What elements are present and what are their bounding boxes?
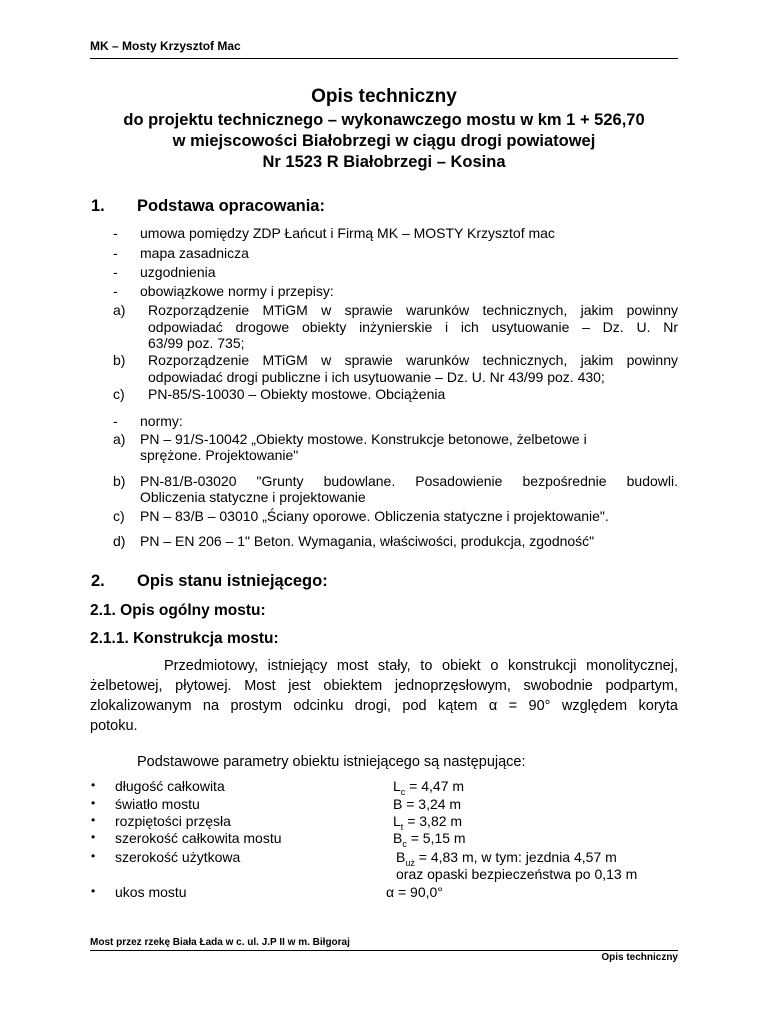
subsection-2-1-1-heading: 2.1.1. Konstrukcja mostu: xyxy=(90,630,279,647)
bullet-marker: • xyxy=(91,884,96,898)
document-title: Opis techniczny xyxy=(311,86,457,107)
paragraph-line: potoku. xyxy=(90,718,138,734)
norm-line: PN – 91/S-10042 „Obiekty mostowe. Konstrukcje betonowe, żelbetowe i xyxy=(140,431,587,447)
dash-marker: - xyxy=(113,245,118,261)
param-value: $L_c = 4,47$ m xyxy=(393,778,465,797)
list-letter: b) xyxy=(113,473,126,489)
dash-marker: - xyxy=(113,225,118,241)
list-item: obowiązkowe normy i przepisy: xyxy=(140,283,334,299)
norm-line: Obliczenia statyczne i projektowanie xyxy=(140,489,366,505)
page-header: MK – Mosty Krzysztof Mac xyxy=(90,39,241,53)
section-title: Podstawa opracowania: xyxy=(137,197,325,215)
section-1-heading xyxy=(91,197,325,216)
param-label: szerokość całkowita mostu xyxy=(115,830,282,846)
param-value: $B_c = 5,15$ m xyxy=(393,830,466,849)
param-value: $B_{uż} = 4,83$ m, w tym: jezdnia 4,57 m xyxy=(396,849,617,868)
dash-marker: - xyxy=(113,283,118,299)
param-value: α = 90,0° xyxy=(386,884,443,900)
footer-divider xyxy=(90,950,678,951)
section-number: 2. xyxy=(91,572,105,590)
bullet-marker: • xyxy=(91,796,96,810)
regulation-line: odpowiadać drogi publiczne i ich usytuowanie – Dz. U. Nr 43/99 poz. 430; xyxy=(148,369,605,385)
list-item: uzgodnienia xyxy=(140,264,216,280)
paragraph-line: zlokalizowanym na prostym odcinku drogi, pod kątem α = 90° względem koryta xyxy=(90,698,678,714)
regulation-line: PN-85/S-10030 – Obiekty mostowe. Obciążenia xyxy=(148,386,446,402)
subsection-2-1-heading: 2.1. Opis ogólny mostu: xyxy=(90,602,266,619)
bullet-marker: • xyxy=(91,830,96,844)
list-item: mapa zasadnicza xyxy=(140,245,249,261)
norm-line: PN-81/B-03020 "Grunty budowlane. Posadowienie bezpośrednie budowli. xyxy=(140,473,678,489)
bullet-marker: • xyxy=(91,778,96,792)
section-number: 1. xyxy=(91,197,105,215)
list-letter: b) xyxy=(113,352,126,368)
param-label: światło mostu xyxy=(115,796,200,812)
list-letter: c) xyxy=(113,386,125,402)
dash-marker: - xyxy=(113,413,118,429)
list-letter: c) xyxy=(113,508,125,524)
regulation-line: Rozporządzenie MTiGM w sprawie warunków technicznych, jakim powinny xyxy=(148,352,678,368)
norm-line: sprężone. Projektowanie" xyxy=(140,447,299,463)
document-subtitle-2: w miejscowości Białobrzegi w ciągu drogi powiatowej xyxy=(172,132,596,150)
list-letter: a) xyxy=(113,431,126,447)
param-label: ukos mostu xyxy=(115,884,187,900)
param-value: B = 3,24 m xyxy=(393,796,462,812)
section-title: Opis stanu istniejącego: xyxy=(137,572,328,590)
param-label: rozpiętości przęsła xyxy=(115,813,231,829)
list-item: umowa pomiędzy ZDP Łańcut i Firmą MK – MOSTY Krzysztof mac xyxy=(140,225,555,241)
norm-line: PN – 83/B – 03010 „Ściany oporowe. Obliczenia statyczne i projektowanie". xyxy=(140,508,609,524)
paragraph-line: żelbetowej, płytowej. Most jest obiektem jednoprzęsłowym, swobodnie podpartym, xyxy=(90,678,678,694)
param-value-continued: oraz opaski bezpieczeństwa po 0,13 m xyxy=(396,866,638,882)
regulation-line: Rozporządzenie MTiGM w sprawie warunków technicznych, jakim powinny xyxy=(148,302,678,318)
document-subtitle-3: Nr 1523 R Białobrzegi – Kosina xyxy=(262,153,506,171)
paragraph-line: Przedmiotowy, istniejący most stały, to obiekt o konstrukcji monolitycznej, xyxy=(164,658,678,674)
dash-marker: - xyxy=(113,264,118,280)
regulation-line: 63/99 poz. 735; xyxy=(148,335,245,351)
bullet-marker: • xyxy=(91,813,96,827)
footer-project-name: Most przez rzekę Biała Łada w c. ul. J.P II w m. Biłgoraj xyxy=(90,937,350,948)
footer-doc-type: Opis techniczny xyxy=(601,952,678,963)
param-label: szerokość użytkowa xyxy=(115,849,241,865)
paragraph-intro: Podstawowe parametry obiektu istniejącego są następujące: xyxy=(137,754,526,770)
norms-label: normy: xyxy=(140,413,183,429)
document-subtitle-1: do projektu technicznego – wykonawczego mostu w km 1 + 526,70 xyxy=(123,111,645,129)
bullet-marker: • xyxy=(91,849,96,863)
param-label: długość całkowita xyxy=(115,778,225,794)
section-2-heading xyxy=(91,572,328,591)
norm-line: PN – EN 206 – 1" Beton. Wymagania, właściwości, produkcja, zgodność" xyxy=(140,533,595,549)
param-value: $L_t = 3,82$ m xyxy=(393,813,463,832)
list-letter: d) xyxy=(113,533,126,549)
header-divider xyxy=(90,58,678,59)
regulation-line: odpowiadać drogowe obiekty inżynierskie i ich usytuowanie – Dz. U. Nr xyxy=(148,319,678,335)
list-letter: a) xyxy=(113,302,126,318)
